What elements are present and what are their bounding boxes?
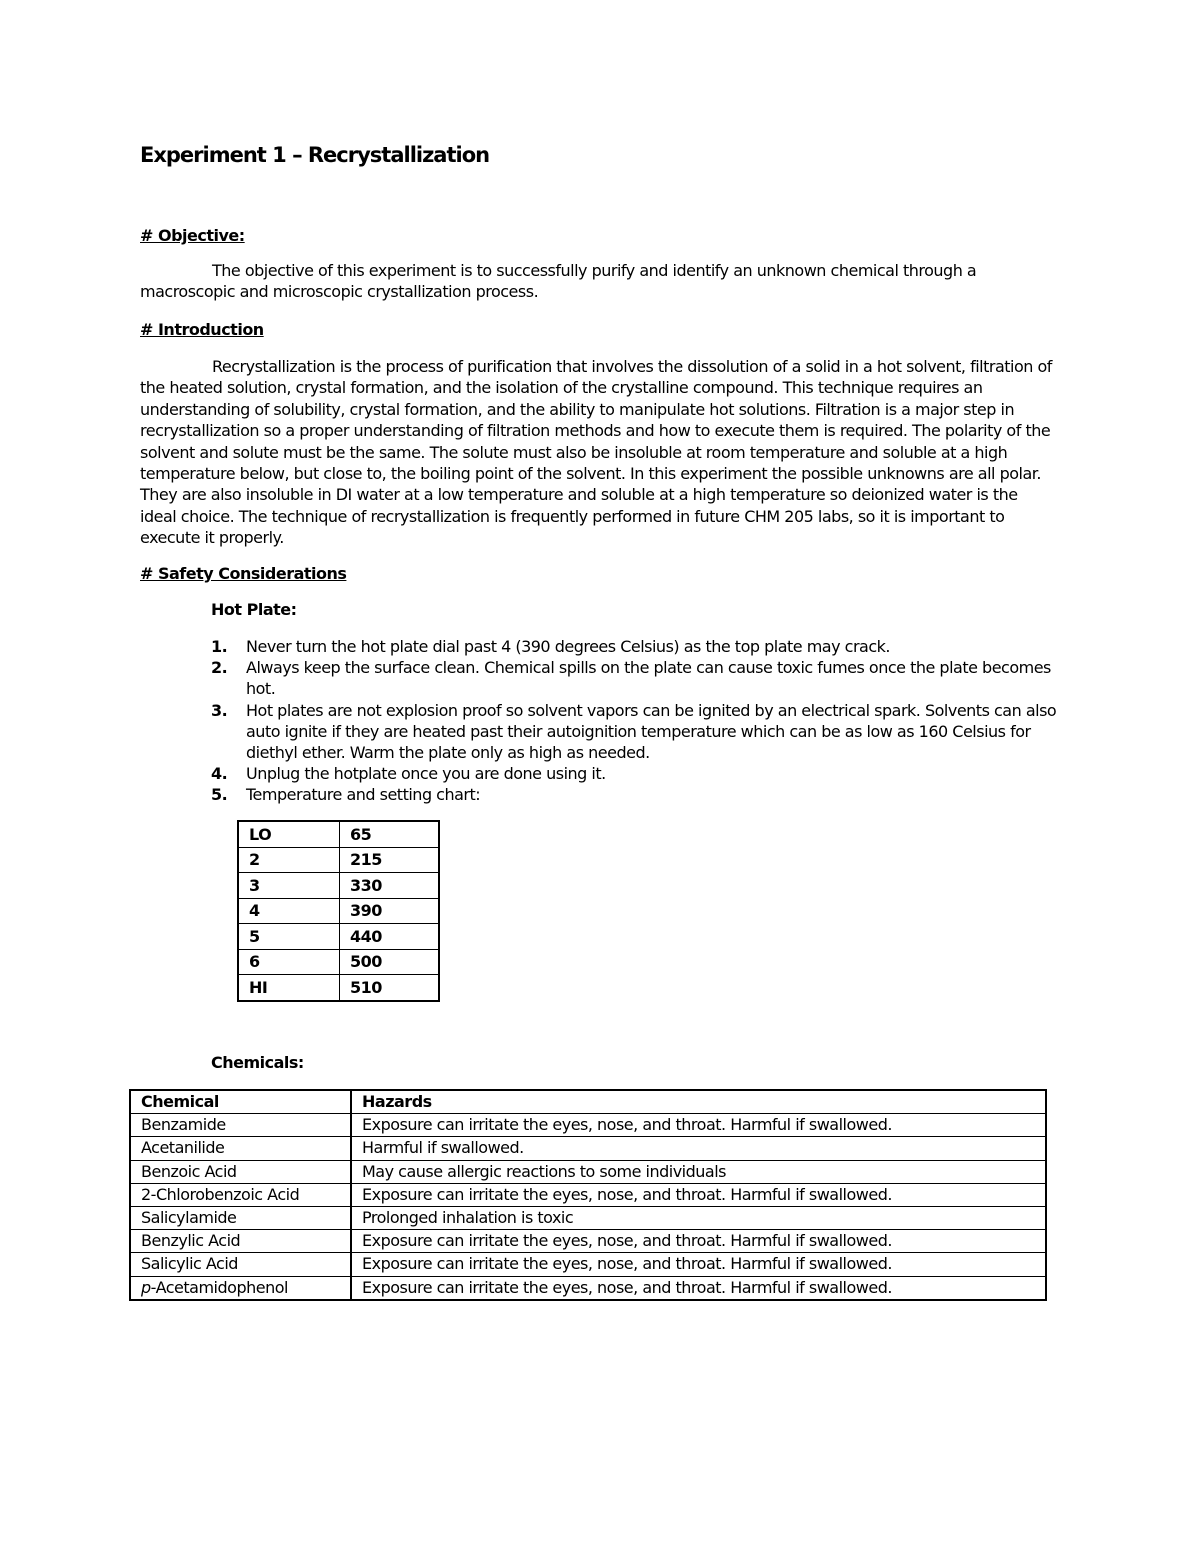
table-row (130, 1253, 1046, 1276)
list-item (211, 700, 1061, 764)
temperature-cell: 330 (340, 873, 440, 899)
chemical-name: 2-Chlorobenzoic Acid (141, 1184, 300, 1204)
list-number: 5. (211, 785, 228, 805)
table-row (238, 873, 439, 899)
list-number: 4. (211, 764, 228, 784)
table-row (130, 1114, 1046, 1137)
hazard-cell: Exposure can irritate the eyes, nose, and throat. Harmful if swallowed. (351, 1276, 1046, 1300)
list-text: Unplug the hotplate once you are done using it. (246, 764, 606, 784)
hot-plate-list (211, 636, 1061, 806)
chemical-cell (130, 1160, 351, 1183)
setting-cell: 5 (238, 924, 340, 950)
chemical-cell (130, 1183, 351, 1206)
chemical-cell (130, 1137, 351, 1160)
chemical-prefix: p (141, 1277, 151, 1297)
temperature-cell: 500 (340, 949, 440, 975)
hazard-cell: Exposure can irritate the eyes, nose, and throat. Harmful if swallowed. (351, 1114, 1046, 1137)
temperature-cell: 65 (340, 821, 440, 847)
temperature-chart-table (237, 820, 440, 1002)
list-text: Never turn the hot plate dial past 4 (390 degrees Celsius) as the top plate may crack. (246, 637, 890, 656)
column-header-hazards: Hazards (351, 1090, 1046, 1114)
temperature-cell: 510 (340, 975, 440, 1001)
hazard-cell: Harmful if swallowed. (351, 1137, 1046, 1160)
introduction-text: Recrystallization is the process of purification that involves the dissolution of a solid in a hot solvent, filtration of the heated solution, crystal formation, and the isolation of the crystalline compound. This technique requires an understanding of solubility, crystal formation, and the ability to manipulate hot solutions. Filtration is a major step in recrystallization so a proper understanding of filtration methods and how to execute them is required. The polarity of the solvent and solute must be the same. The solute must also be insoluble at room temperature and soluble at a high temperature below, but close to, the boiling point of the solvent. In this experiment the possible unknowns are all polar. They are also insoluble in DI water at a low temperature and soluble at a high temperature so deionized water is the ideal choice. The technique of recrystallization is frequently performed in future CHM 205 labs, so it is important to execute it properly. (140, 357, 1052, 548)
hazard-cell: Prolonged inhalation is toxic (351, 1206, 1046, 1229)
table-row (130, 1230, 1046, 1253)
chemical-name: Benzamide (141, 1115, 226, 1135)
chemical-name: -Acetamidophenol (150, 1277, 288, 1297)
table-row (130, 1183, 1046, 1206)
hazard-cell: Exposure can irritate the eyes, nose, and throat. Harmful if swallowed. (351, 1253, 1046, 1276)
chemical-cell (130, 1276, 351, 1300)
table-row (130, 1276, 1046, 1300)
table-row (130, 1137, 1046, 1160)
introduction-paragraph (140, 356, 1055, 549)
setting-cell: 4 (238, 898, 340, 924)
list-item (211, 784, 1061, 805)
chemical-cell (130, 1206, 351, 1229)
setting-cell: LO (238, 821, 340, 847)
safety-heading: # Safety Considerations (140, 564, 347, 583)
table-row (238, 821, 439, 847)
hazard-cell: May cause allergic reactions to some individuals (351, 1160, 1046, 1183)
table-row (238, 949, 439, 975)
setting-cell: 2 (238, 847, 340, 873)
list-text: Always keep the surface clean. Chemical spills on the plate can cause toxic fumes once the plate becomes hot. (246, 658, 1051, 699)
introduction-heading: # Introduction (140, 320, 264, 339)
chemicals-heading: Chemicals: (211, 1053, 304, 1072)
table-row (130, 1206, 1046, 1229)
objective-text: The objective of this experiment is to successfully purify and identify an unknown chemical through a macroscopic and microscopic crystallization process. (140, 261, 977, 302)
list-number: 2. (211, 658, 228, 678)
hot-plate-heading: Hot Plate: (211, 600, 297, 619)
list-item (211, 636, 1061, 657)
column-header-chemical: Chemical (130, 1090, 351, 1114)
chemical-cell (130, 1230, 351, 1253)
table-row (238, 975, 439, 1001)
list-item (211, 657, 1061, 699)
chemical-cell (130, 1114, 351, 1137)
temperature-cell: 390 (340, 898, 440, 924)
page-title: Experiment 1 – Recrystallization (140, 143, 490, 167)
table-row (130, 1160, 1046, 1183)
chemical-name: Benzylic Acid (141, 1231, 241, 1251)
hazard-cell: Exposure can irritate the eyes, nose, and throat. Harmful if swallowed. (351, 1183, 1046, 1206)
table-header-row (130, 1090, 1046, 1114)
list-text: Hot plates are not explosion proof so solvent vapors can be ignited by an electrical spark. Solvents can also auto ignite if they are heated past their autoignition temperature which can be as low as 160 Celsius for diethyl ether. Warm the plate only as high as needed. (246, 700, 1057, 763)
table-row (238, 847, 439, 873)
temperature-cell: 440 (340, 924, 440, 950)
objective-heading: # Objective: (140, 226, 245, 245)
temperature-cell: 215 (340, 847, 440, 873)
list-item (211, 763, 1061, 784)
setting-cell: 3 (238, 873, 340, 899)
list-text: Temperature and setting chart: (246, 785, 481, 805)
setting-cell: HI (238, 975, 340, 1001)
list-number: 1. (211, 637, 228, 656)
table-row (238, 898, 439, 924)
setting-cell: 6 (238, 949, 340, 975)
objective-paragraph (140, 260, 1055, 303)
chemical-name: Salicylic Acid (141, 1254, 238, 1274)
chemical-cell (130, 1253, 351, 1276)
chemical-name: Acetanilide (141, 1138, 225, 1158)
hazard-cell: Exposure can irritate the eyes, nose, and throat. Harmful if swallowed. (351, 1230, 1046, 1253)
chemical-name: Benzoic Acid (141, 1161, 237, 1181)
chemical-name: Salicylamide (141, 1208, 237, 1228)
table-row (238, 924, 439, 950)
list-number: 3. (211, 700, 228, 720)
chemicals-table (129, 1089, 1047, 1301)
